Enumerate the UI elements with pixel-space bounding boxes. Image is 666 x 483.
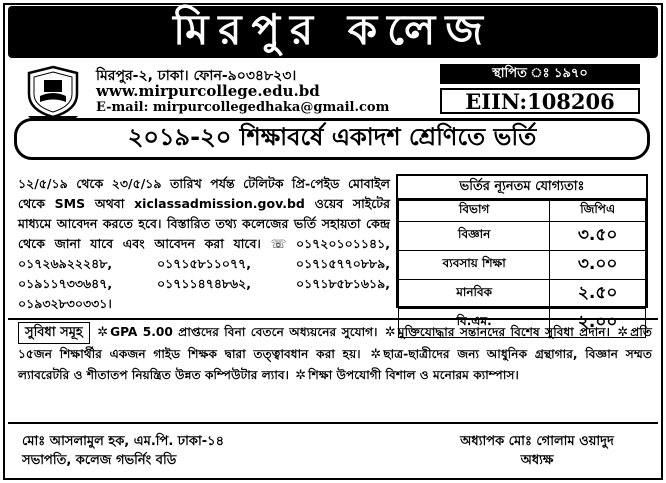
facility-item: ছাত্র-ছাত্রীদের জন্য আধুনিক গ্রন্থাগার, বিজ্ঞান সম্মত ল্যাবরেটরি ও শীতাতপ নিয়ন্ত্রিত উন্নত কম্পিউটার ল্যাব। [18,347,653,382]
college-email[interactable]: E-mail: mirpurcollegedhaka@gmail.com [96,100,390,115]
star-icon: ✲ [384,325,396,340]
chairman-title: সভাপতি, কলেজ গভর্নিং বডি [22,453,177,468]
qualification-title: ভর্তির ন্যূনতম যোগ্যতাঃ [398,176,646,200]
chairman-signature [22,432,224,470]
college-address: মিরপুর-২, ঢাকা। ফোন-৯০৩৪৮২৩। [96,68,297,84]
department-cell: বি.এম. [399,309,550,338]
gpa-cell: ৩.০০ [550,251,646,280]
admission-text: ১২/৫/১৯ থেকে ২৩/৫/১৯ তারিখ পর্যন্ত টেলিটক প্রি-পেইড মোবাইল থেকে SMS অথবা xiclassadmission.gov.bd ওয়েব সাইটের মাধ্যমে আবেদন করতে হবে। বিস্তারিত তথ্য কলেজের ভর্তি সহায়তা কেন্দ্র থেকে জানা যাবে এবং আবেদন করা যাবে। [18,176,390,251]
column-header-department: বিভাগ [399,201,550,222]
gpa-cell: ২.০০ [550,309,646,338]
section-divider [8,318,658,320]
established-badge: স্থাপিত ঃ ১৯৭০ [440,64,640,84]
department-cell: বিজ্ঞান [399,222,550,251]
admission-phones: ☏ ০১৭২০১০১১৪১, ০১৭২৬৯২২২৪৮, ০১৭১৫৮১১০৭৭, ০১৭১৫৭৭০৮৮৯, ০১৯১১৭৩৩৬৪৭, ০১৭১১৪৭৪৮৬২, ০১৭১৮৫৮১৬১৯, ০১৯৩২৮৩০৩৩১। [18,236,390,311]
table-row [399,251,646,280]
admission-headline: ২০১৯-২০ শিক্ষাবর্ষে একাদশ শ্রেণিতে ভর্তি [14,118,650,160]
principal-name: অধ্যাপক মোঃ গোলাম ওয়াদুদ [460,434,614,449]
department-cell: মানবিক [399,280,550,309]
college-website[interactable]: www.mirpurcollege.edu.bd [96,82,320,100]
table-row [399,222,646,251]
star-icon: ✲ [617,325,629,340]
college-title: মিরপুর কলেজ [8,6,658,58]
facilities-heading: সুবিধা সমূহ [18,322,90,344]
facility-item: প্রতি ১৫জন শিক্ষার্থীর একজন গাইড শিক্ষক দ্বারা তত্ত্বাবধান করা হয়। [18,325,652,361]
department-cell: ব্যবসায় শিক্ষা [399,251,550,280]
college-logo [22,64,84,120]
table-header-row [399,201,646,222]
column-header-gpa: জিপিএ [550,201,646,222]
gpa-cell: ২.৫০ [550,280,646,309]
admission-info [18,174,390,314]
footer-divider [8,422,658,424]
facility-item: মুক্তিযোদ্ধার সন্তানদের বিশেষ সুবিধা প্রদান। [397,325,610,339]
principal-title: অধ্যক্ষ [520,453,554,468]
facilities-section [18,322,652,386]
star-icon: ✲ [370,347,382,362]
eiin-box: EIIN:108206 [440,88,640,114]
facility-item: শিক্ষা উপযোগী বিশাল ও মনোরম ক্যাম্পাস। [308,368,519,382]
principal-signature [432,432,642,470]
gpa-cell: ৩.৫০ [550,222,646,251]
star-icon: ✲ [97,325,109,340]
table-row [399,280,646,309]
star-icon: ✲ [295,368,307,383]
chairman-name: মোঃ আসলামুল হক, এম.পি. ঢাকা-১৪ [22,434,225,449]
facility-item: GPA 5.00 প্রাপ্তদের বিনা বেতনে অধ্যয়নের সুযোগ। [110,325,378,339]
